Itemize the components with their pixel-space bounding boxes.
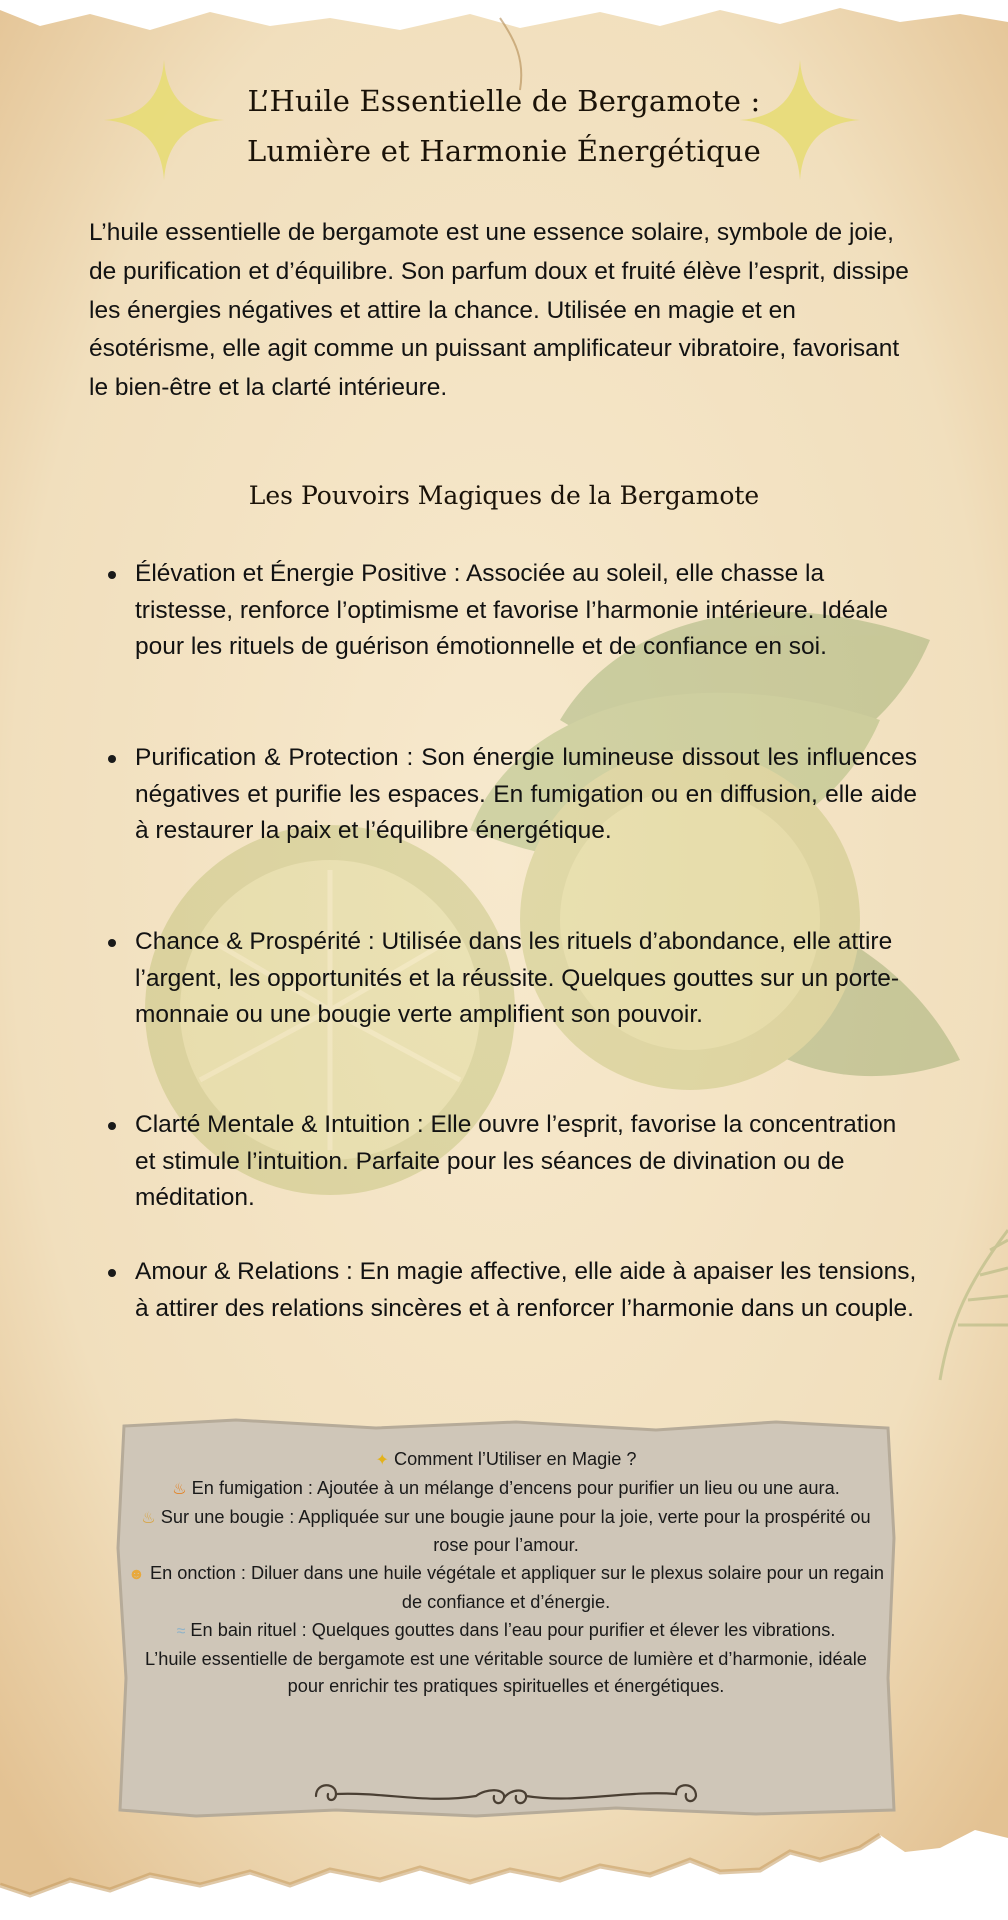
list-item <box>135 1107 917 1217</box>
usage-box <box>116 1418 896 1818</box>
bullet-icon <box>108 939 116 947</box>
power-text: Clarté Mentale & Intuition : Elle ouvre l’esprit, favorise la concentration et stimule l’intuition. Parfaite pour les séances de divination ou de méditation. <box>135 1111 897 1211</box>
power-text: Purification & Protection : Son énergie lumineuse dissout les influences négatives et purifie les espaces. En fumigation ou en diffusion, elle aide à restaurer la paix et l’équilibre énergétique. <box>135 744 917 844</box>
list-item <box>135 924 917 1034</box>
bullet-icon <box>108 755 116 763</box>
usage-text <box>128 1446 884 1701</box>
power-text: Amour & Relations : En magie affective, elle aide à apaiser les tensions, à attirer des relations sincères et à renforcer l’harmonie dans un couple. <box>135 1258 917 1322</box>
page-title <box>180 76 828 176</box>
usage-title: Comment l’Utiliser en Magie ? <box>393 1449 637 1469</box>
intro-paragraph: L’huile essentielle de bergamote est une essence solaire, symbole de joie, de purification et d’équilibre. Son parfum doux et fruité élève l’esprit, dissipe les énergies négatives et attire la chance. Utilisée en magie et en ésotérisme, elle agit comme un puissant amplificateur vibratoire, favorisant le bien-être et la clarté intérieure. <box>89 219 909 402</box>
usage-item: ≈ En bain rituel : Quelques gouttes dans l’eau pour purifier et élever les vibrations. <box>176 1619 836 1640</box>
title-line-1: L’Huile Essentielle de Bergamote : <box>247 84 761 118</box>
usage-conclusion: L’huile essentielle de bergamote est une véritable source de lumière et d’harmonie, idéale pour enrichir tes pratiques spirituelles et énergétiques. <box>145 1648 867 1697</box>
usage-item: ♨ Sur une bougie : Appliquée sur une bougie jaune pour la joie, verte pour la prospérité ou rose pour l’amour. <box>141 1506 871 1556</box>
usage-title-row <box>128 1446 884 1475</box>
list-item <box>135 1254 917 1327</box>
bullet-icon <box>108 571 116 579</box>
bath-icon: ≈ <box>176 1622 186 1640</box>
list-item <box>135 740 917 850</box>
ornament-divider-icon <box>306 1774 706 1814</box>
usage-item: ☻ En onction : Diluer dans une huile végétale et appliquer sur le plexus solaire pour un regain de confiance et d’énergie. <box>128 1563 884 1612</box>
bullet-icon <box>108 1122 116 1130</box>
sparkles-icon: ✦ <box>375 1452 389 1469</box>
usage-item: ♨ En fumigation : Ajoutée à un mélange d’encens pour purifier un lieu ou une aura. <box>172 1477 840 1498</box>
fire-icon: ♨ <box>172 1480 187 1498</box>
candle-icon: ♨ <box>141 1509 156 1527</box>
person-icon: ☻ <box>128 1566 145 1584</box>
power-text: Élévation et Énergie Positive : Associée au soleil, elle chasse la tristesse, renforce l’optimisme et favorise l’harmonie intérieure. Idéale pour les rituels de guérison émotionnelle et de confiance en soi. <box>135 560 889 660</box>
list-item <box>135 556 917 666</box>
powers-heading: Les Pouvoirs Magiques de la Bergamote <box>248 481 760 510</box>
bullet-icon <box>108 1269 116 1277</box>
title-line-2: Lumière et Harmonie Énergétique <box>246 134 761 168</box>
power-text: Chance & Prospérité : Utilisée dans les rituels d’abondance, elle attire l’argent, les opportunités et la réussite. Quelques gouttes sur un porte-monnaie ou une bougie verte amplifient son pouvoir. <box>135 928 900 1028</box>
